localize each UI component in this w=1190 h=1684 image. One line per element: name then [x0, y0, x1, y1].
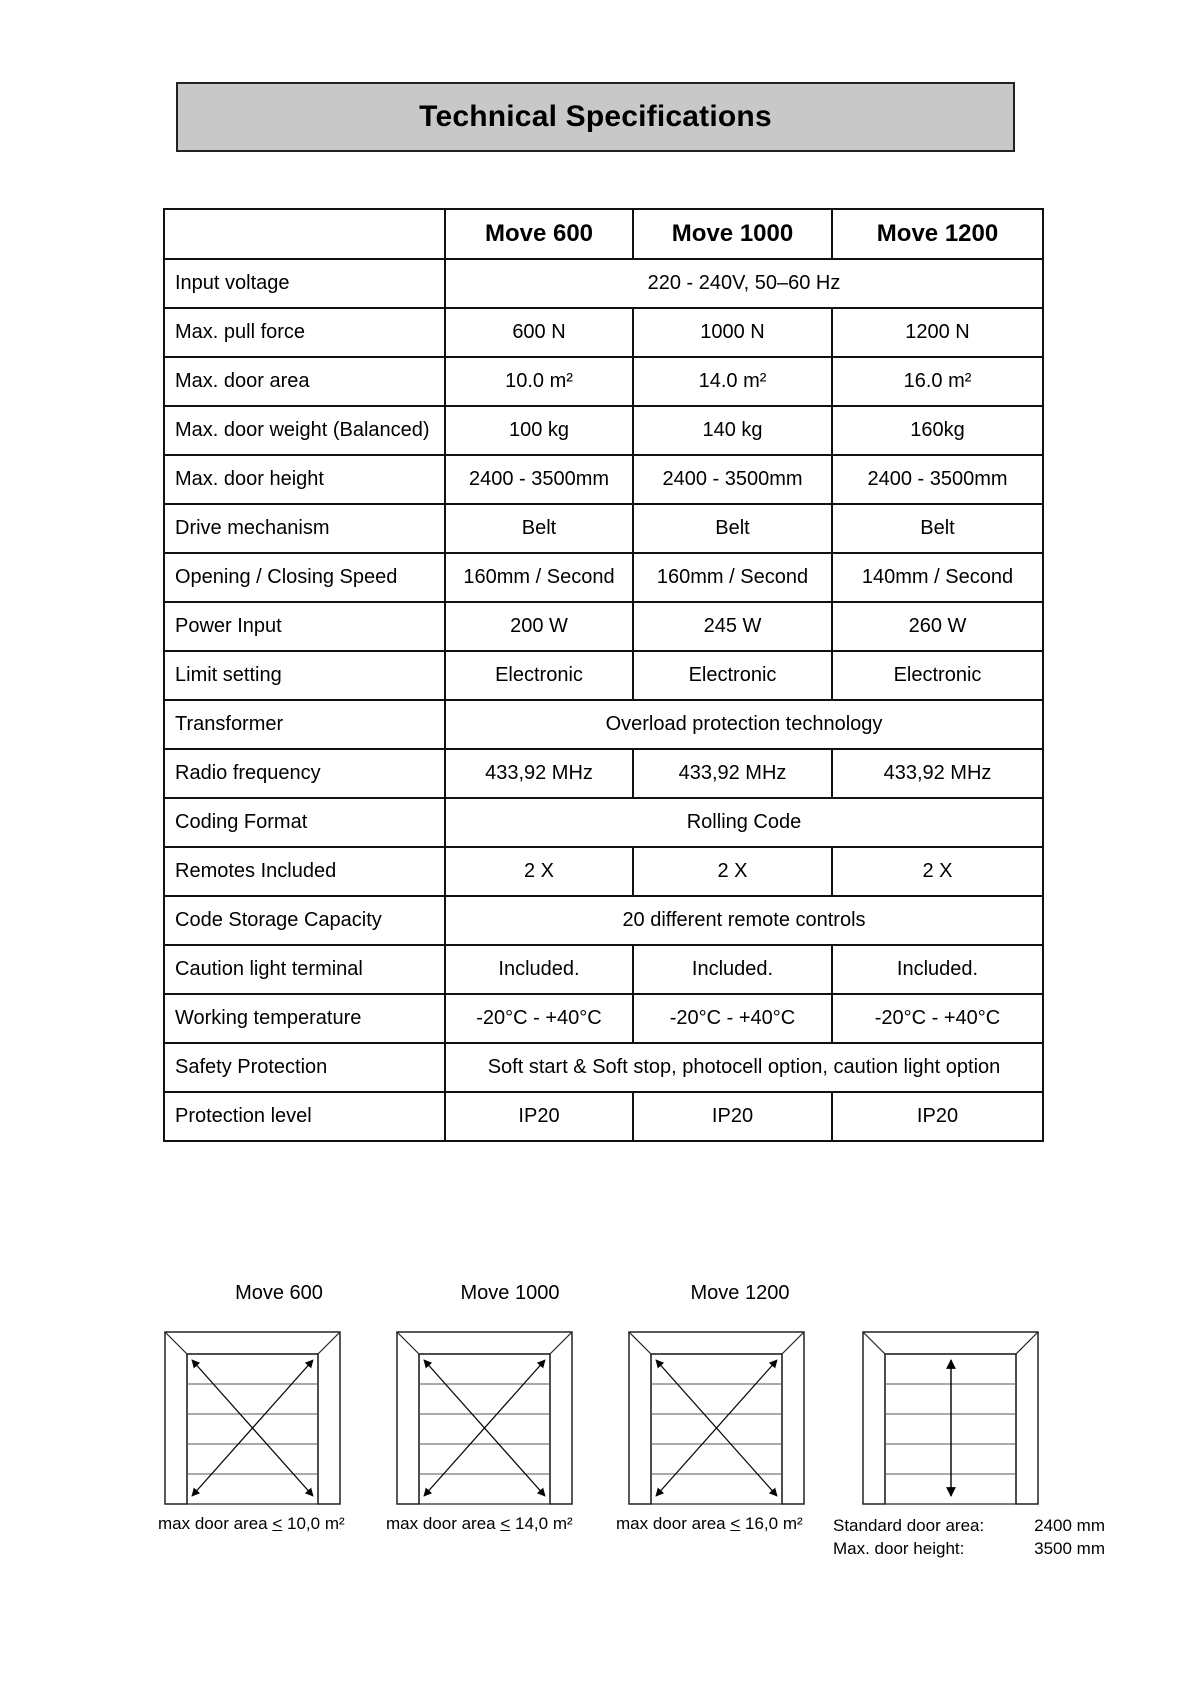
row-label: Code Storage Capacity: [164, 896, 445, 945]
row-value: Belt: [445, 504, 633, 553]
row-label: Opening / Closing Speed: [164, 553, 445, 602]
row-label: Coding Format: [164, 798, 445, 847]
row-value-span: Rolling Code: [445, 798, 1043, 847]
row-label: Radio frequency: [164, 749, 445, 798]
row-value: Included.: [445, 945, 633, 994]
row-value: 2 X: [445, 847, 633, 896]
row-value: 140mm / Second: [832, 553, 1043, 602]
row-value: 10.0 m²: [445, 357, 633, 406]
row-value: 160kg: [832, 406, 1043, 455]
row-label: Max. door weight (Balanced): [164, 406, 445, 455]
page-title: Technical Specifications: [419, 100, 772, 133]
row-value: 140 kg: [633, 406, 832, 455]
table-row: [164, 1092, 1043, 1141]
row-value: Included.: [832, 945, 1043, 994]
table-row: [164, 308, 1043, 357]
diagram-caption: max door area < 16,0 m²: [616, 1514, 803, 1533]
row-value: 2 X: [832, 847, 1043, 896]
header-cell: Move 1200: [832, 209, 1043, 259]
diagram-model-label: Move 1200: [690, 1282, 790, 1304]
row-value: Electronic: [445, 651, 633, 700]
row-value: 1200 N: [832, 308, 1043, 357]
row-value: -20°C - +40°C: [832, 994, 1043, 1043]
table-row: [164, 749, 1043, 798]
header-row: [164, 209, 1043, 259]
table-row: [164, 945, 1043, 994]
header-cell: Move 600: [445, 209, 633, 259]
table-row: [164, 896, 1043, 945]
door-diagram-move-1000: [396, 1330, 574, 1505]
diagram-model-label: Move 1000: [460, 1282, 560, 1304]
row-value: 200 W: [445, 602, 633, 651]
row-label: Max. door height: [164, 455, 445, 504]
row-label: Max. door area: [164, 357, 445, 406]
table-row: [164, 700, 1043, 749]
row-value: 160mm / Second: [633, 553, 832, 602]
table-row: [164, 994, 1043, 1043]
table-row: [164, 602, 1043, 651]
row-value: 100 kg: [445, 406, 633, 455]
row-value: 600 N: [445, 308, 633, 357]
row-value: 2 X: [633, 847, 832, 896]
row-value: 433,92 MHz: [633, 749, 832, 798]
row-value: 433,92 MHz: [832, 749, 1043, 798]
table-row: [164, 406, 1043, 455]
row-value: Belt: [633, 504, 832, 553]
diagram-model-label: Move 600: [235, 1282, 323, 1304]
title-box: [176, 82, 1015, 152]
row-value: 2400 - 3500mm: [445, 455, 633, 504]
row-label: Caution light terminal: [164, 945, 445, 994]
row-value-span: 20 different remote controls: [445, 896, 1043, 945]
row-value: 433,92 MHz: [445, 749, 633, 798]
table-row: [164, 553, 1043, 602]
row-label: Max. pull force: [164, 308, 445, 357]
row-value: 245 W: [633, 602, 832, 651]
spec-table: [163, 208, 1044, 1142]
row-value: 2400 - 3500mm: [633, 455, 832, 504]
row-value-span: Overload protection technology: [445, 700, 1043, 749]
door-diagram-move-1200: [628, 1330, 806, 1505]
row-value: 16.0 m²: [832, 357, 1043, 406]
standard-door-info: [833, 1514, 1105, 1560]
table-row: [164, 798, 1043, 847]
row-label: Remotes Included: [164, 847, 445, 896]
row-label: Input voltage: [164, 259, 445, 308]
row-value: 14.0 m²: [633, 357, 832, 406]
row-label: Protection level: [164, 1092, 445, 1141]
row-value: 1000 N: [633, 308, 832, 357]
door-diagram-standard: [862, 1330, 1040, 1505]
row-value: 260 W: [832, 602, 1043, 651]
row-label: Transformer: [164, 700, 445, 749]
door-diagram-move-600: [164, 1330, 342, 1505]
diagram-caption: max door area < 14,0 m²: [386, 1514, 573, 1533]
standard-area-value: 2400 mm: [1034, 1516, 1105, 1535]
standard-height-label: Max. door height:: [833, 1539, 965, 1558]
header-cell: [164, 209, 445, 259]
table-row: [164, 847, 1043, 896]
row-value: IP20: [832, 1092, 1043, 1141]
row-value: 2400 - 3500mm: [832, 455, 1043, 504]
row-label: Working temperature: [164, 994, 445, 1043]
table-row: [164, 455, 1043, 504]
row-value: Electronic: [633, 651, 832, 700]
row-value: -20°C - +40°C: [445, 994, 633, 1043]
row-label: Power Input: [164, 602, 445, 651]
table-row: [164, 504, 1043, 553]
row-value-span: Soft start & Soft stop, photocell option, caution light option: [445, 1043, 1043, 1092]
row-label: Safety Protection: [164, 1043, 445, 1092]
header-cell: Move 1000: [633, 209, 832, 259]
diagram-caption: max door area < 10,0 m²: [158, 1514, 345, 1533]
row-value: Electronic: [832, 651, 1043, 700]
standard-height-value: 3500 mm: [1034, 1539, 1105, 1558]
row-value: -20°C - +40°C: [633, 994, 832, 1043]
row-value: Included.: [633, 945, 832, 994]
table-row: [164, 651, 1043, 700]
table-row: [164, 259, 1043, 308]
table-row: [164, 357, 1043, 406]
row-value: IP20: [633, 1092, 832, 1141]
row-value-span: 220 - 240V, 50–60 Hz: [445, 259, 1043, 308]
table-row: [164, 1043, 1043, 1092]
row-value: IP20: [445, 1092, 633, 1141]
row-value: Belt: [832, 504, 1043, 553]
row-label: Drive mechanism: [164, 504, 445, 553]
row-label: Limit setting: [164, 651, 445, 700]
standard-area-label: Standard door area:: [833, 1516, 985, 1535]
row-value: 160mm / Second: [445, 553, 633, 602]
